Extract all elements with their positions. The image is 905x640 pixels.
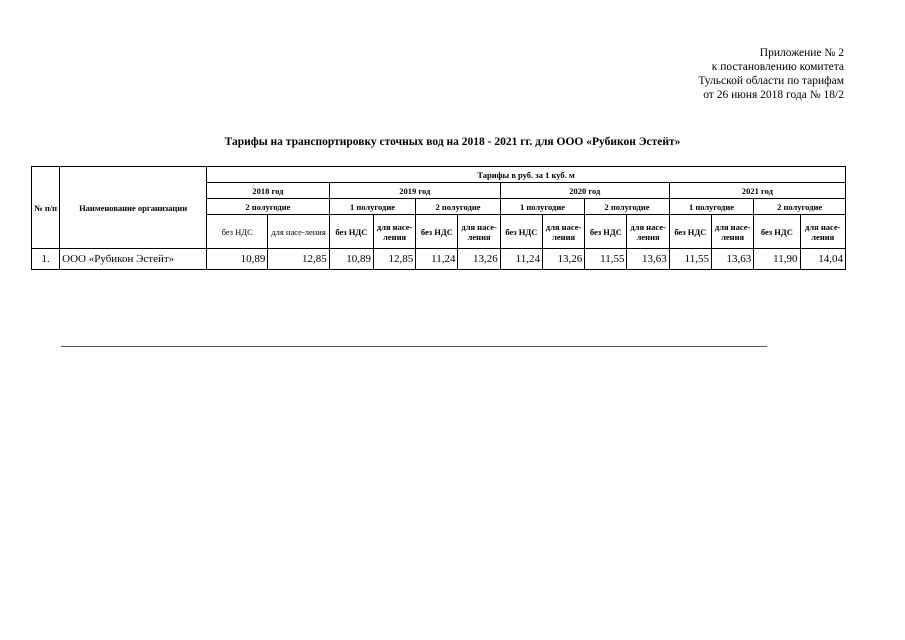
table-row: [32, 249, 846, 270]
header-excl-vat: без НДС: [585, 215, 627, 249]
tariff-cell: 14,04: [800, 249, 846, 270]
header-year: 2020 год: [500, 183, 669, 199]
header-tariffs: Тарифы в руб. за 1 куб. м: [207, 167, 846, 183]
tariff-cell: 11,55: [585, 249, 627, 270]
tariff-cell: 13,63: [711, 249, 753, 270]
header-year: 2019 год: [329, 183, 500, 199]
header-half-year: 1 полугодие: [329, 199, 416, 215]
header-population: для насе-ления: [458, 215, 500, 249]
horizontal-rule: [61, 346, 767, 347]
appendix-line-3: Тульской области по тарифам: [698, 75, 844, 87]
header-excl-vat: без НДС: [329, 215, 373, 249]
header-excl-vat: без НДС: [669, 215, 711, 249]
tariff-cell: 11,90: [754, 249, 800, 270]
header-population: для насе-ления: [542, 215, 584, 249]
header-excl-vat: без НДС: [754, 215, 800, 249]
header-population: для насе-ления: [711, 215, 753, 249]
header-half-year: 2 полугодие: [754, 199, 846, 215]
header-half-year: 2 полугодие: [585, 199, 670, 215]
header-year: 2018 год: [207, 183, 330, 199]
header-population: для насе-ления: [627, 215, 669, 249]
header-population: для насе-ления: [800, 215, 846, 249]
tariff-table: [31, 166, 846, 270]
appendix-line-4: от 26 июня 2018 года № 18/2: [703, 89, 844, 101]
header-half-year: 2 полугодие: [416, 199, 501, 215]
header-year: 2021 год: [669, 183, 845, 199]
document-title: Тарифы на транспортировку сточных вод на 2018 - 2021 гг. для ООО «Рубикон Эстейт»: [224, 136, 681, 148]
header-org-name: Наименование организации: [60, 167, 207, 249]
tariff-cell: 13,63: [627, 249, 669, 270]
tariff-cell: 11,24: [416, 249, 458, 270]
appendix-line-2: к постановлению комитета: [711, 61, 844, 73]
tariff-cell: 13,26: [542, 249, 584, 270]
header-half-year: 2 полугодие: [207, 199, 330, 215]
header-half-year: 1 полугодие: [500, 199, 585, 215]
header-number: № п/п: [32, 167, 60, 249]
tariff-cell: 11,24: [500, 249, 542, 270]
tariff-cell: 10,89: [329, 249, 373, 270]
tariff-cell: 13,26: [458, 249, 500, 270]
appendix-block: [698, 46, 844, 102]
tariff-cell: 11,55: [669, 249, 711, 270]
row-number: 1.: [32, 249, 60, 270]
header-population: для насе-ления: [268, 215, 329, 249]
row-org-name: ООО «Рубикон Эстейт»: [60, 249, 207, 270]
tariff-cell: 10,89: [207, 249, 268, 270]
header-excl-vat: без НДС: [500, 215, 542, 249]
header-half-year: 1 полугодие: [669, 199, 754, 215]
tariff-cell: 12,85: [373, 249, 415, 270]
header-excl-vat: без НДС: [416, 215, 458, 249]
header-population: для насе-ления: [373, 215, 415, 249]
tariff-cell: 12,85: [268, 249, 329, 270]
appendix-line-1: Приложение № 2: [759, 47, 844, 59]
header-excl-vat: без НДС: [207, 215, 268, 249]
